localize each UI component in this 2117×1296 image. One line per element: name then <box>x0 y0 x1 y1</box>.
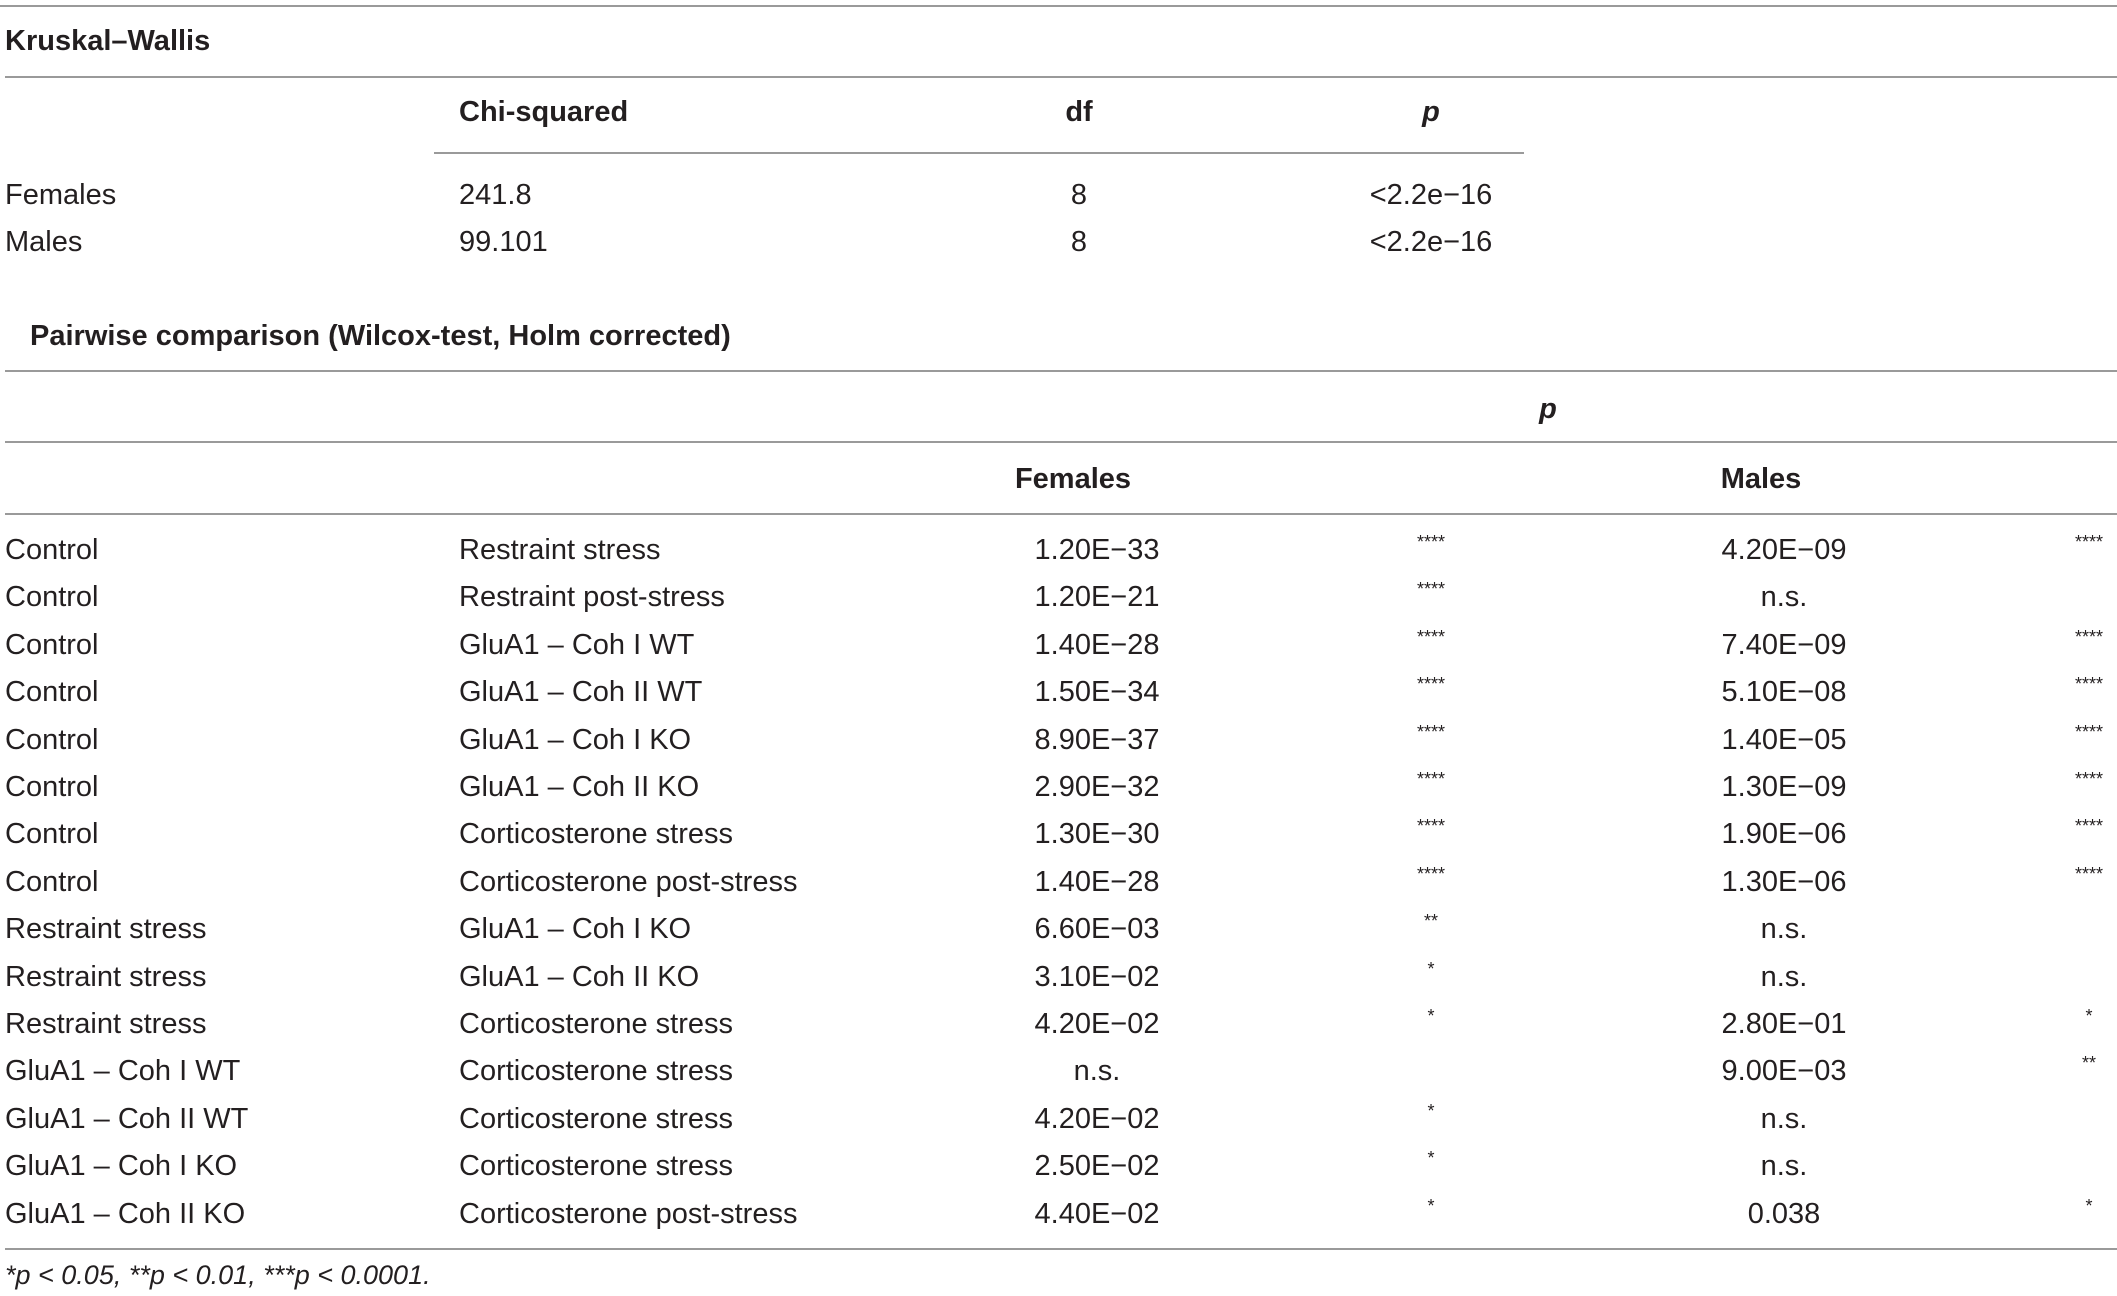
males-significance: **** <box>2074 674 2104 694</box>
rule-kruskal-header <box>434 152 1524 154</box>
rule-kruskal <box>5 76 2117 78</box>
pair-group-2: Corticosterone stress <box>459 818 733 850</box>
females-significance: * <box>1427 1196 1435 1216</box>
pairwise-title: Pairwise comparison (Wilcox-test, Holm corrected) <box>30 320 731 352</box>
males-significance: **** <box>2074 864 2104 884</box>
kruskal-title: Kruskal–Wallis <box>5 25 211 57</box>
pair-group-2: GluA1 – Coh II WT <box>459 676 703 708</box>
males-significance: **** <box>2074 627 2104 647</box>
females-p-value: 1.50E−34 <box>1034 676 1160 708</box>
males-p-value: 4.20E−09 <box>1721 534 1847 566</box>
pair-group-2: Corticosterone stress <box>459 1055 733 1087</box>
pair-group-2: Corticosterone stress <box>459 1150 733 1182</box>
males-p-value: n.s. <box>1760 1150 1808 1182</box>
females-p-value: 8.90E−37 <box>1034 724 1160 756</box>
pair-group-1: GluA1 – Coh I KO <box>5 1150 238 1182</box>
pair-group-1: Restraint stress <box>5 1008 207 1040</box>
males-p-value: 2.80E−01 <box>1721 1008 1847 1040</box>
kruskal-row-p: <2.2e−16 <box>1369 226 1493 258</box>
pair-group-1: GluA1 – Coh II WT <box>5 1103 249 1135</box>
females-p-value: n.s. <box>1073 1055 1121 1087</box>
females-header: Females <box>1014 463 1132 495</box>
rule-p-header <box>5 441 2117 443</box>
pair-group-1: Control <box>5 771 99 803</box>
pair-group-1: Control <box>5 866 99 898</box>
kruskal-row-p: <2.2e−16 <box>1369 179 1493 211</box>
pair-group-2: Restraint post-stress <box>459 581 725 613</box>
females-p-value: 6.60E−03 <box>1034 913 1160 945</box>
males-p-value: n.s. <box>1760 581 1808 613</box>
pair-group-2: Restraint stress <box>459 534 661 566</box>
males-p-value: 1.40E−05 <box>1721 724 1847 756</box>
females-p-value: 1.30E−30 <box>1034 818 1160 850</box>
females-p-value: 4.20E−02 <box>1034 1008 1160 1040</box>
kruskal-row-chi: 99.101 <box>459 226 548 258</box>
pair-group-2: GluA1 – Coh II KO <box>459 771 700 803</box>
males-p-value: n.s. <box>1760 913 1808 945</box>
females-significance: **** <box>1416 674 1446 694</box>
kruskal-row-df: 8 <box>1070 226 1088 258</box>
females-significance: **** <box>1416 579 1446 599</box>
females-p-value: 3.10E−02 <box>1034 961 1160 993</box>
pair-group-2: GluA1 – Coh I WT <box>459 629 695 661</box>
females-p-value: 1.40E−28 <box>1034 866 1160 898</box>
rule-pairwise <box>5 370 2117 372</box>
header-p: p <box>1422 96 1440 128</box>
females-significance: **** <box>1416 769 1446 789</box>
females-p-value: 1.20E−21 <box>1034 581 1160 613</box>
males-header: Males <box>1720 463 1802 495</box>
females-p-value: 4.40E−02 <box>1034 1198 1160 1230</box>
females-p-value: 1.20E−33 <box>1034 534 1160 566</box>
pair-group-1: GluA1 – Coh II KO <box>5 1198 246 1230</box>
header-df: df <box>1065 96 1093 128</box>
females-significance: * <box>1427 1101 1435 1121</box>
males-significance: * <box>2085 1196 2093 1216</box>
males-significance: **** <box>2074 722 2104 742</box>
males-p-value: n.s. <box>1760 961 1808 993</box>
pair-group-2: Corticosterone post-stress <box>459 1198 798 1230</box>
males-p-value: n.s. <box>1760 1103 1808 1135</box>
footnote: *p < 0.05, **p < 0.01, ***p < 0.0001. <box>5 1260 431 1290</box>
kruskal-row-group: Females <box>5 179 117 211</box>
females-significance: ** <box>1423 911 1439 931</box>
kruskal-row-group: Males <box>5 226 83 258</box>
males-p-value: 1.30E−09 <box>1721 771 1847 803</box>
pair-group-1: Control <box>5 724 99 756</box>
males-significance: **** <box>2074 769 2104 789</box>
rule-top <box>0 5 2117 7</box>
pair-group-1: Control <box>5 629 99 661</box>
males-significance: **** <box>2074 532 2104 552</box>
males-p-value: 5.10E−08 <box>1721 676 1847 708</box>
females-significance: * <box>1427 1148 1435 1168</box>
females-significance: * <box>1427 959 1435 979</box>
males-significance: * <box>2085 1006 2093 1026</box>
females-significance: **** <box>1416 864 1446 884</box>
pair-group-2: Corticosterone post-stress <box>459 866 798 898</box>
rule-bottom <box>5 1248 2117 1250</box>
males-p-value: 1.30E−06 <box>1721 866 1847 898</box>
kruskal-row-chi: 241.8 <box>459 179 532 211</box>
females-p-value: 1.40E−28 <box>1034 629 1160 661</box>
females-p-value: 2.50E−02 <box>1034 1150 1160 1182</box>
females-p-value: 4.20E−02 <box>1034 1103 1160 1135</box>
pair-group-2: GluA1 – Coh I KO <box>459 913 692 945</box>
males-significance: **** <box>2074 816 2104 836</box>
pair-group-1: Restraint stress <box>5 913 207 945</box>
females-significance: **** <box>1416 722 1446 742</box>
males-p-value: 9.00E−03 <box>1721 1055 1847 1087</box>
pair-group-1: GluA1 – Coh I WT <box>5 1055 241 1087</box>
females-p-value: 2.90E−32 <box>1034 771 1160 803</box>
pair-group-2: GluA1 – Coh II KO <box>459 961 700 993</box>
pair-group-1: Control <box>5 534 99 566</box>
males-significance: ** <box>2081 1053 2097 1073</box>
rule-sex-header <box>5 513 2117 515</box>
pair-group-2: Corticosterone stress <box>459 1008 733 1040</box>
females-significance: **** <box>1416 816 1446 836</box>
pair-group-1: Control <box>5 676 99 708</box>
header-chi-squared: Chi-squared <box>459 96 629 128</box>
females-significance: **** <box>1416 532 1446 552</box>
pair-group-2: GluA1 – Coh I KO <box>459 724 692 756</box>
males-p-value: 7.40E−09 <box>1721 629 1847 661</box>
males-p-value: 1.90E−06 <box>1721 818 1847 850</box>
pair-group-1: Control <box>5 581 99 613</box>
pair-group-1: Restraint stress <box>5 961 207 993</box>
pair-group-2: Corticosterone stress <box>459 1103 733 1135</box>
females-significance: * <box>1427 1006 1435 1026</box>
pairwise-p-header: p <box>1539 393 1557 425</box>
kruskal-row-df: 8 <box>1070 179 1088 211</box>
females-significance: **** <box>1416 627 1446 647</box>
males-p-value: 0.038 <box>1747 1198 1821 1230</box>
pair-group-1: Control <box>5 818 99 850</box>
